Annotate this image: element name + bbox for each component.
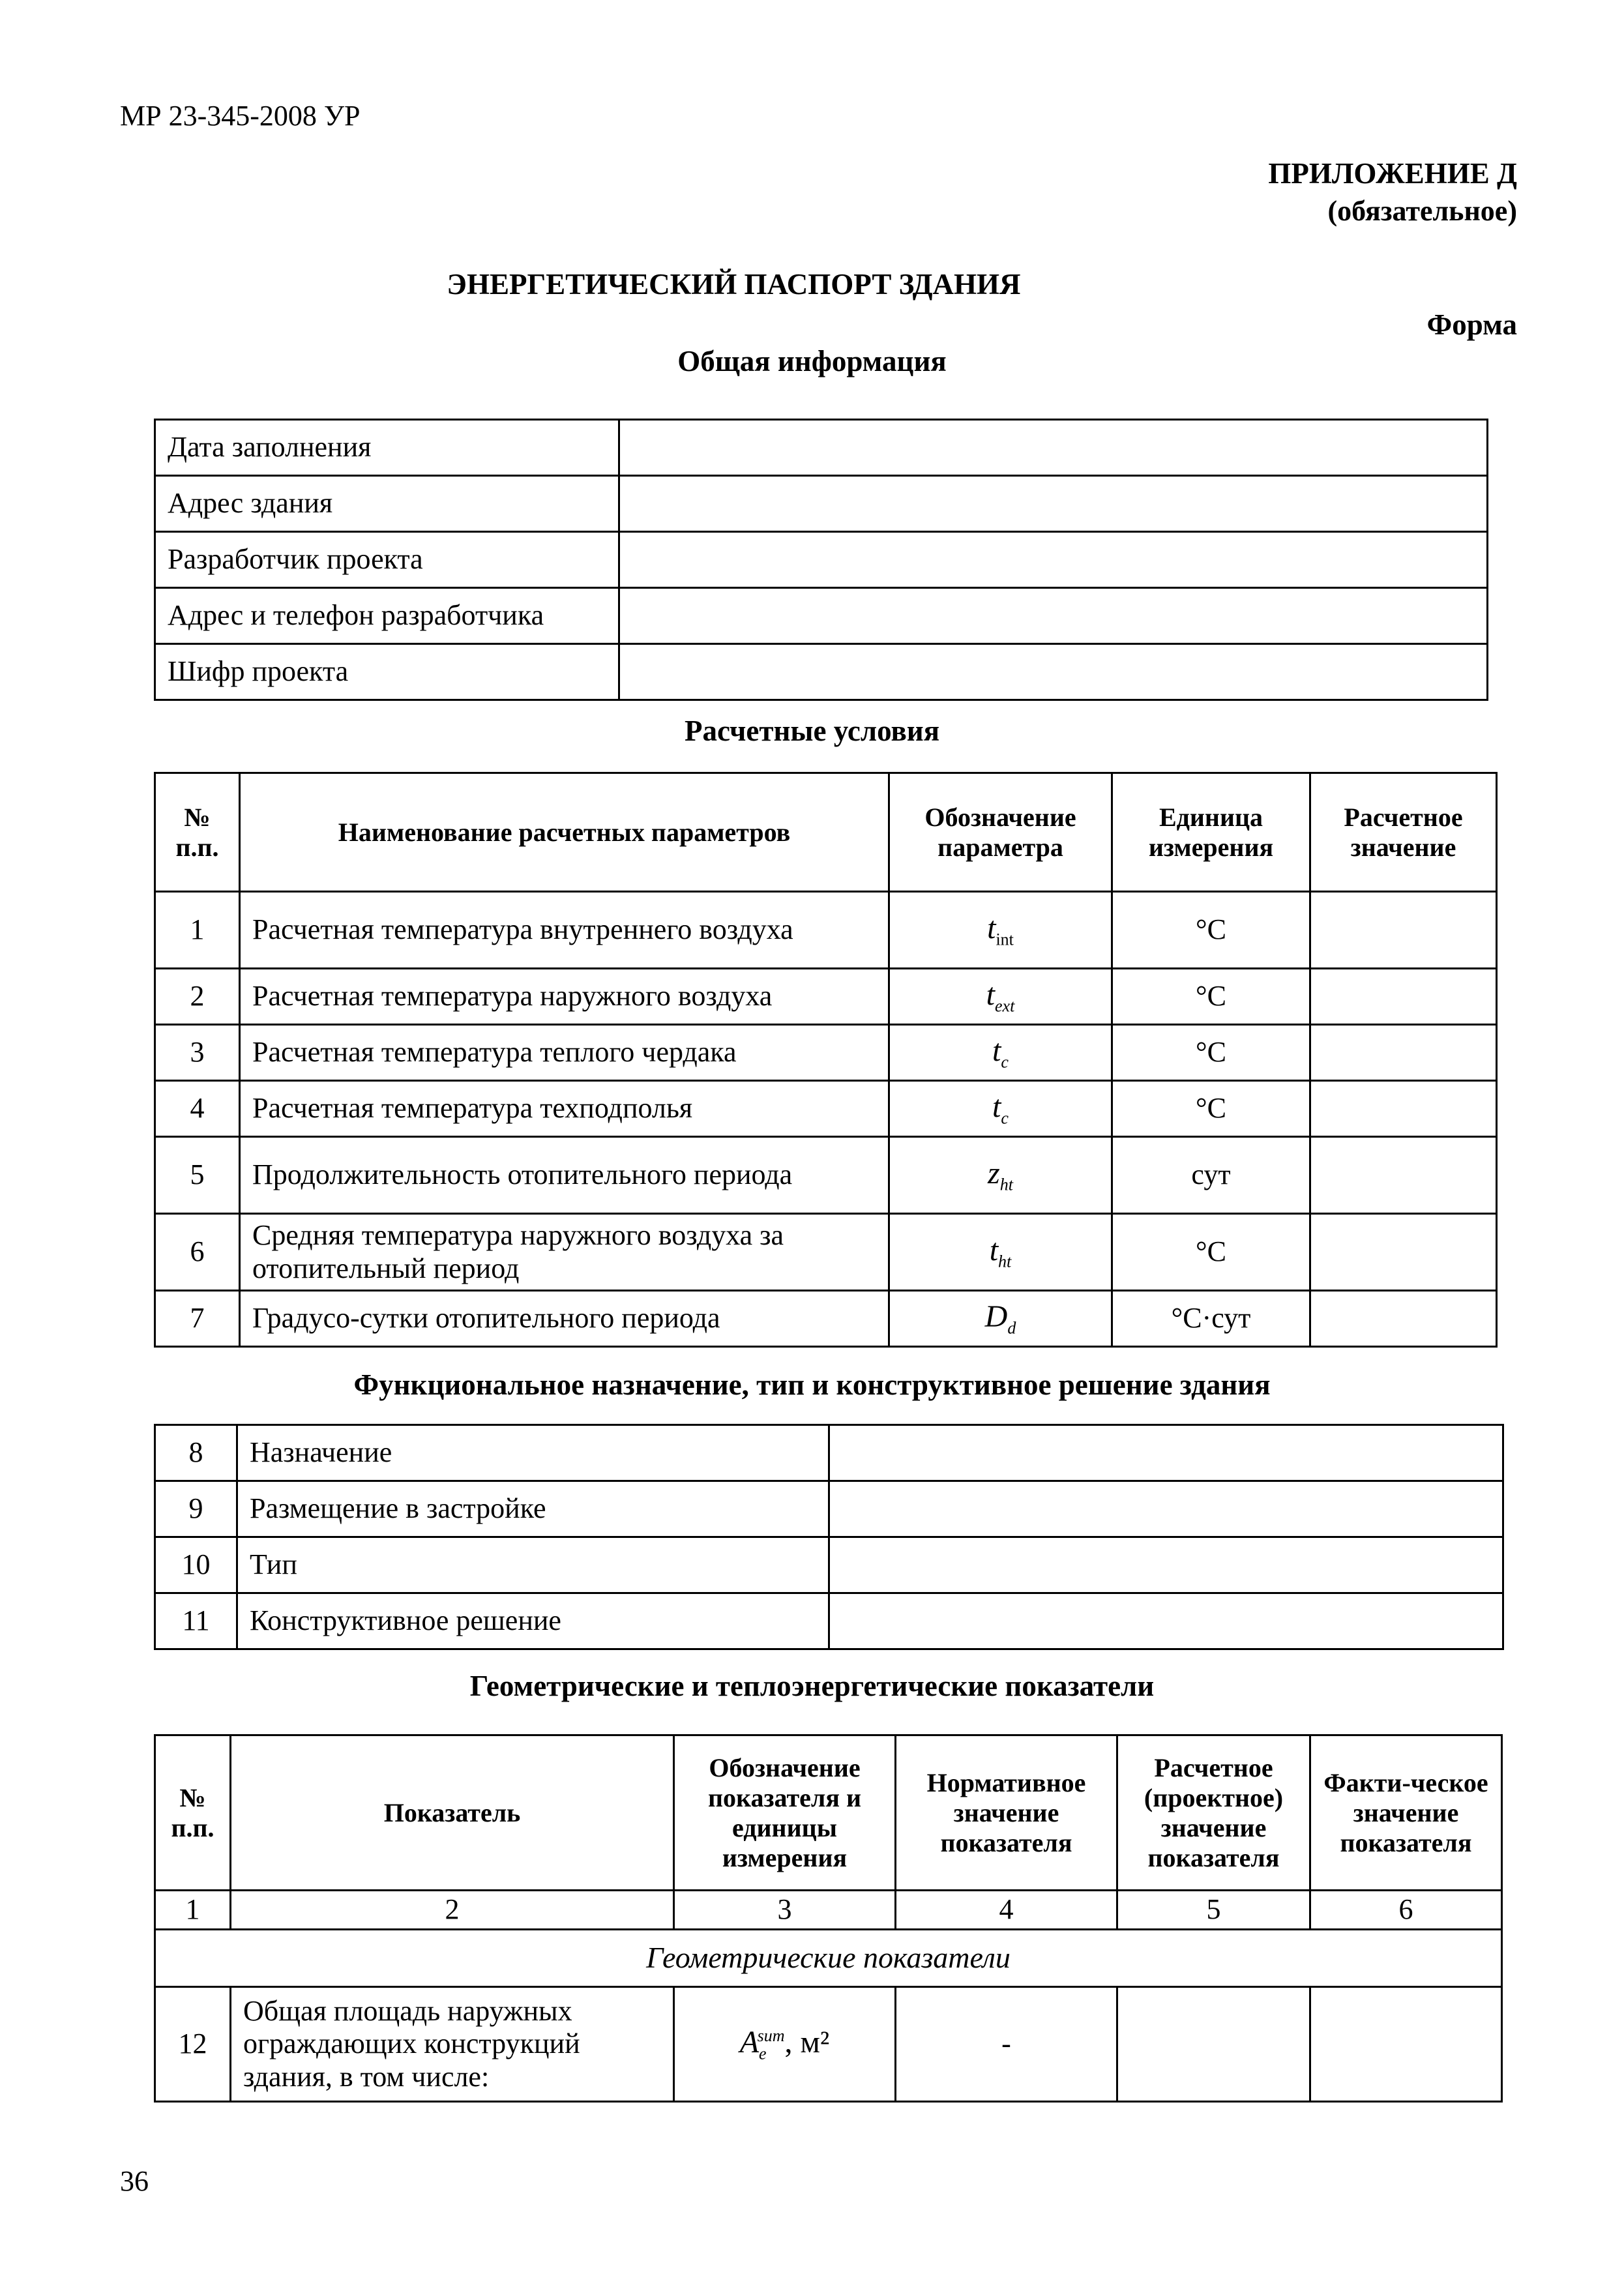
table-row xyxy=(155,1593,1503,1649)
table-row xyxy=(155,420,1488,476)
field-label: Тип xyxy=(237,1537,829,1593)
parameter-symbol: $D_d$ xyxy=(889,1291,1112,1347)
parameter-name: Расчетная температура теплого чердака xyxy=(240,1025,889,1081)
column-header: Показатель xyxy=(231,1735,674,1891)
parameter-symbol: $t_{int}$ xyxy=(889,892,1112,969)
unit: °С xyxy=(1112,1081,1310,1137)
field-value[interactable] xyxy=(619,644,1488,700)
form-label: Форма xyxy=(1426,308,1517,341)
page-number: 36 xyxy=(120,2165,149,2197)
field-label: Размещение в застройке xyxy=(237,1481,829,1537)
field-value[interactable] xyxy=(829,1425,1503,1481)
field-value[interactable] xyxy=(619,420,1488,476)
field-value[interactable] xyxy=(619,476,1488,532)
appendix-note: (обязательное) xyxy=(1327,195,1517,227)
field-value[interactable] xyxy=(829,1481,1503,1537)
table-row xyxy=(155,1081,1497,1137)
column-header: Наименование расчетных параметров xyxy=(240,773,889,892)
row-number: 7 xyxy=(155,1291,240,1347)
parameter-symbol: $t_{ht}$ xyxy=(889,1214,1112,1291)
row-number: 11 xyxy=(155,1593,237,1649)
table-row xyxy=(155,1137,1497,1214)
value-cell[interactable] xyxy=(1310,892,1497,969)
column-header: Расчетное значение xyxy=(1310,773,1497,892)
normative-value: - xyxy=(896,1987,1117,2102)
column-number: 1 xyxy=(155,1891,231,1930)
column-header: № п.п. xyxy=(155,773,240,892)
column-header: Обозначение показателя и единицы измерения xyxy=(674,1735,896,1891)
field-value[interactable] xyxy=(619,588,1488,644)
table-row xyxy=(155,1291,1497,1347)
parameter-name: Расчетная температура техподполья xyxy=(240,1081,889,1137)
table-row xyxy=(155,644,1488,700)
value-cell[interactable] xyxy=(1310,1291,1497,1347)
value-cell[interactable] xyxy=(1310,1137,1497,1214)
column-header: Нормативное значение показателя xyxy=(896,1735,1117,1891)
unit: °С xyxy=(1112,969,1310,1025)
parameter-name: Продолжительность отопительного периода xyxy=(240,1137,889,1214)
parameter-name: Расчетная температура наружного воздуха xyxy=(240,969,889,1025)
table-header-row xyxy=(155,773,1497,892)
appendix-title: ПРИЛОЖЕНИЕ Д xyxy=(1268,157,1517,190)
row-number: 5 xyxy=(155,1137,240,1214)
parameter-symbol: $z_{ht}$ xyxy=(889,1137,1112,1214)
column-number: 2 xyxy=(231,1891,674,1930)
table-row xyxy=(155,476,1488,532)
table-row xyxy=(155,1481,1503,1537)
field-value[interactable] xyxy=(619,532,1488,588)
section-title-functional: Функциональное назначение, тип и конструктивное решение здания xyxy=(353,1368,1271,1401)
field-label: Дата заполнения xyxy=(155,420,619,476)
table-row xyxy=(155,1987,1502,2102)
field-label: Назначение xyxy=(237,1425,829,1481)
value-cell[interactable] xyxy=(1310,1081,1497,1137)
table-row xyxy=(155,1025,1497,1081)
group-label: Геометрические показатели xyxy=(155,1930,1502,1987)
value-cell[interactable] xyxy=(1310,1025,1497,1081)
parameter-name: Расчетная температура внутреннего воздуха xyxy=(240,892,889,969)
field-value[interactable] xyxy=(829,1593,1503,1649)
column-number: 6 xyxy=(1310,1891,1502,1930)
field-label: Адрес здания xyxy=(155,476,619,532)
column-header: Обозначение параметра xyxy=(889,773,1112,892)
row-number: 9 xyxy=(155,1481,237,1537)
calc-conditions-table xyxy=(154,772,1498,1348)
field-label: Разработчик проекта xyxy=(155,532,619,588)
unit: °С·сут xyxy=(1112,1291,1310,1347)
geometric-table xyxy=(154,1734,1503,2103)
row-number: 8 xyxy=(155,1425,237,1481)
indicator-name: Общая площадь наружных ограждающих конструкций здания, в том числе: xyxy=(231,1987,674,2102)
page-title: ЭНЕРГЕТИЧЕСКИЙ ПАСПОРТ ЗДАНИЯ xyxy=(447,268,1021,301)
indicator-symbol: $A_e^{sum}$, м² xyxy=(674,1987,896,2102)
section-title-calc: Расчетные условия xyxy=(684,715,940,747)
table-header-row xyxy=(155,1735,1502,1891)
column-number: 5 xyxy=(1117,1891,1310,1930)
field-label: Шифр проекта xyxy=(155,644,619,700)
parameter-symbol: $t_c$ xyxy=(889,1081,1112,1137)
row-number: 4 xyxy=(155,1081,240,1137)
functional-table xyxy=(154,1424,1504,1650)
general-info-table xyxy=(154,419,1488,701)
table-row xyxy=(155,1537,1503,1593)
column-header: Факти-ческое значение показателя xyxy=(1310,1735,1502,1891)
row-number: 2 xyxy=(155,969,240,1025)
table-row xyxy=(155,969,1497,1025)
row-number: 12 xyxy=(155,1987,231,2102)
section-title-geometric: Геометрические и теплоэнергетические показатели xyxy=(469,1670,1155,1702)
column-number-row xyxy=(155,1891,1502,1930)
table-row xyxy=(155,532,1488,588)
parameter-symbol: $t_{ext}$ xyxy=(889,969,1112,1025)
actual-value[interactable] xyxy=(1310,1987,1502,2102)
table-row xyxy=(155,588,1488,644)
parameter-name: Средняя температура наружного воздуха за отопительный период xyxy=(240,1214,889,1291)
column-header: № п.п. xyxy=(155,1735,231,1891)
group-row xyxy=(155,1930,1502,1987)
unit: сут xyxy=(1112,1137,1310,1214)
column-header: Расчетное (проектное) значение показателя xyxy=(1117,1735,1310,1891)
value-cell[interactable] xyxy=(1310,969,1497,1025)
document-code: МР 23-345-2008 УР xyxy=(120,100,361,132)
row-number: 6 xyxy=(155,1214,240,1291)
parameter-name: Градусо-сутки отопительного периода xyxy=(240,1291,889,1347)
unit: °С xyxy=(1112,1025,1310,1081)
parameter-symbol: $t_c$ xyxy=(889,1025,1112,1081)
column-number: 4 xyxy=(896,1891,1117,1930)
field-label: Адрес и телефон разработчика xyxy=(155,588,619,644)
calculated-value[interactable] xyxy=(1117,1987,1310,2102)
row-number: 3 xyxy=(155,1025,240,1081)
section-title-general: Общая информация xyxy=(677,345,947,377)
table-row xyxy=(155,1214,1497,1291)
row-number: 10 xyxy=(155,1537,237,1593)
row-number: 1 xyxy=(155,892,240,969)
table-row xyxy=(155,1425,1503,1481)
field-label: Конструктивное решение xyxy=(237,1593,829,1649)
column-number: 3 xyxy=(674,1891,896,1930)
table-row xyxy=(155,892,1497,969)
unit: °С xyxy=(1112,892,1310,969)
field-value[interactable] xyxy=(829,1537,1503,1593)
value-cell[interactable] xyxy=(1310,1214,1497,1291)
column-header: Единица измерения xyxy=(1112,773,1310,892)
unit: °С xyxy=(1112,1214,1310,1291)
